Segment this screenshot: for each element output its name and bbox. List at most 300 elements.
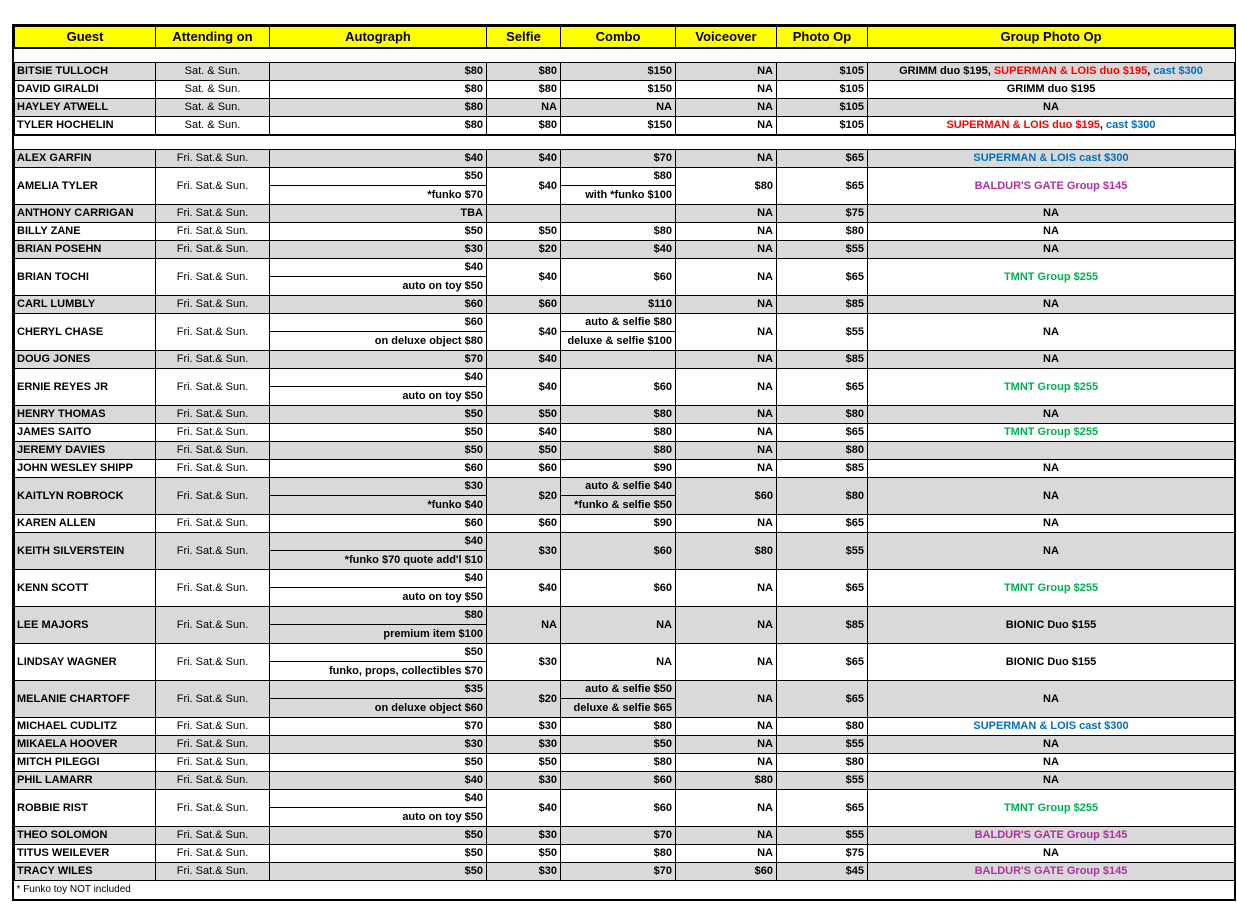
selfie-price: $50 <box>487 406 561 424</box>
autograph-price: $80 <box>270 117 487 135</box>
combo-price: $80 <box>561 845 676 863</box>
combo-price <box>561 168 676 205</box>
table-row <box>15 827 1235 845</box>
photo-op-price: $105 <box>777 63 868 81</box>
group-photo-op-text: , <box>1099 118 1106 131</box>
attending-days: Fri. Sat.& Sun. <box>156 736 270 754</box>
group-photo-op <box>868 718 1235 736</box>
group-photo-op <box>868 296 1235 314</box>
header-attending: Attending on <box>156 27 270 48</box>
photo-op-price: $80 <box>777 478 868 515</box>
combo-price: $60 <box>561 790 676 827</box>
group-photo-op <box>868 168 1235 205</box>
voiceover-price: NA <box>676 351 777 369</box>
guest-name: KEITH SILVERSTEIN <box>15 533 156 570</box>
table-row <box>15 406 1235 424</box>
group-photo-op <box>868 99 1235 117</box>
autograph-price-line: on deluxe object $60 <box>270 698 486 717</box>
attending-days: Fri. Sat.& Sun. <box>156 424 270 442</box>
photo-op-price: $105 <box>777 81 868 99</box>
combo-price <box>561 478 676 515</box>
guest-name: ERNIE REYES JR <box>15 369 156 406</box>
selfie-price: $40 <box>487 570 561 607</box>
photo-op-price: $55 <box>777 314 868 351</box>
voiceover-price: $80 <box>676 168 777 205</box>
autograph-price <box>270 259 487 296</box>
guest-name: TYLER HOCHELIN <box>15 117 156 135</box>
selfie-price: $60 <box>487 296 561 314</box>
combo-price-line: with *funko $100 <box>561 185 675 204</box>
attending-days: Fri. Sat.& Sun. <box>156 845 270 863</box>
photo-op-price: $105 <box>777 117 868 135</box>
combo-price <box>561 205 676 223</box>
guest-name: KENN SCOTT <box>15 570 156 607</box>
group-photo-op <box>868 478 1235 515</box>
table-row <box>15 223 1235 241</box>
table-row <box>15 259 1235 296</box>
selfie-price: $30 <box>487 644 561 681</box>
guest-name: AMELIA TYLER <box>15 168 156 205</box>
autograph-price: $80 <box>270 63 487 81</box>
guest-name: ROBBIE RIST <box>15 790 156 827</box>
spacer-row <box>15 48 1235 63</box>
attending-days: Fri. Sat.& Sun. <box>156 296 270 314</box>
autograph-price: $70 <box>270 718 487 736</box>
guest-name: MICHAEL CUDLITZ <box>15 718 156 736</box>
selfie-price: $30 <box>487 533 561 570</box>
autograph-price: $50 <box>270 442 487 460</box>
group-photo-op-text: BALDUR'S GATE Group $145 <box>974 829 1128 841</box>
table-row <box>15 150 1235 168</box>
photo-op-price: $65 <box>777 424 868 442</box>
combo-price-line: *funko & selfie $50 <box>561 495 675 514</box>
group-photo-op <box>868 117 1235 135</box>
voiceover-price: NA <box>676 736 777 754</box>
table-row <box>15 241 1235 259</box>
guest-name: BILLY ZANE <box>15 223 156 241</box>
guest-name: LINDSAY WAGNER <box>15 644 156 681</box>
combo-price: $150 <box>561 117 676 135</box>
table-row <box>15 205 1235 223</box>
autograph-price <box>270 570 487 607</box>
group-photo-op <box>868 607 1235 644</box>
selfie-price: $40 <box>487 168 561 205</box>
combo-price: $40 <box>561 241 676 259</box>
autograph-price <box>270 607 487 644</box>
table-row <box>15 442 1235 460</box>
photo-op-price: $75 <box>777 205 868 223</box>
combo-price: $70 <box>561 827 676 845</box>
guest-name: TITUS WEILEVER <box>15 845 156 863</box>
selfie-price: $20 <box>487 478 561 515</box>
group-photo-op-text: NA <box>1043 774 1059 786</box>
autograph-price <box>270 681 487 718</box>
combo-price: $60 <box>561 369 676 406</box>
group-photo-op <box>868 772 1235 790</box>
guest-name: HENRY THOMAS <box>15 406 156 424</box>
photo-op-price: $80 <box>777 754 868 772</box>
combo-price: $70 <box>561 863 676 881</box>
group-photo-op-text: BALDUR'S GATE Group $145 <box>974 179 1128 192</box>
attending-days: Fri. Sat.& Sun. <box>156 406 270 424</box>
attending-days: Sat. & Sun. <box>156 81 270 99</box>
selfie-price: $50 <box>487 442 561 460</box>
group-photo-op-text: NA <box>1043 544 1059 557</box>
voiceover-price: NA <box>676 607 777 644</box>
attending-days: Fri. Sat.& Sun. <box>156 314 270 351</box>
combo-price: $110 <box>561 296 676 314</box>
voiceover-price: NA <box>676 406 777 424</box>
autograph-price: $40 <box>270 150 487 168</box>
group-photo-op-text: TMNT Group $255 <box>1003 581 1099 594</box>
selfie-price: $80 <box>487 81 561 99</box>
attending-days: Fri. Sat.& Sun. <box>156 772 270 790</box>
guest-name: KAREN ALLEN <box>15 515 156 533</box>
attending-days: Fri. Sat.& Sun. <box>156 754 270 772</box>
autograph-price <box>270 314 487 351</box>
group-photo-op <box>868 827 1235 845</box>
voiceover-price: NA <box>676 205 777 223</box>
combo-price: $60 <box>561 533 676 570</box>
autograph-price: $50 <box>270 223 487 241</box>
selfie-price: $80 <box>487 63 561 81</box>
voiceover-price: NA <box>676 460 777 478</box>
group-photo-op-text: SUPERMAN & LOIS duo $195 <box>993 65 1148 77</box>
group-photo-op <box>868 81 1235 99</box>
guest-name: ANTHONY CARRIGAN <box>15 205 156 223</box>
photo-op-price: $105 <box>777 99 868 117</box>
voiceover-price: NA <box>676 369 777 406</box>
attending-days: Fri. Sat.& Sun. <box>156 827 270 845</box>
group-photo-op <box>868 442 1235 460</box>
voiceover-price: NA <box>676 442 777 460</box>
combo-price: $80 <box>561 406 676 424</box>
photo-op-price: $55 <box>777 736 868 754</box>
selfie-price: $40 <box>487 351 561 369</box>
group-photo-op <box>868 790 1235 827</box>
group-photo-op <box>868 681 1235 718</box>
autograph-price: $30 <box>270 736 487 754</box>
autograph-price-line: $60 <box>464 316 483 328</box>
combo-price: $90 <box>561 515 676 533</box>
combo-price: $70 <box>561 150 676 168</box>
table-row <box>15 369 1235 406</box>
table-row <box>15 117 1235 135</box>
autograph-price-line: *funko $70 <box>270 185 486 204</box>
guest-name: PHIL LAMARR <box>15 772 156 790</box>
photo-op-price: $75 <box>777 845 868 863</box>
autograph-price: $50 <box>270 424 487 442</box>
group-photo-op <box>868 314 1235 351</box>
group-photo-op <box>868 644 1235 681</box>
attending-days: Fri. Sat.& Sun. <box>156 478 270 515</box>
voiceover-price: NA <box>676 644 777 681</box>
group-photo-op-text: GRIMM duo $195 <box>1006 83 1096 95</box>
photo-op-price: $85 <box>777 351 868 369</box>
header-selfie: Selfie <box>487 27 561 48</box>
autograph-price <box>270 790 487 827</box>
voiceover-price: NA <box>676 150 777 168</box>
autograph-price-line: premium item $100 <box>270 624 486 643</box>
autograph-price: $50 <box>270 827 487 845</box>
photo-op-price: $65 <box>777 570 868 607</box>
group-photo-op-text: NA <box>1043 489 1059 502</box>
guest-name: BITSIE TULLOCH <box>15 63 156 81</box>
autograph-price: $80 <box>270 81 487 99</box>
combo-price: $80 <box>561 424 676 442</box>
photo-op-price: $80 <box>777 223 868 241</box>
guest-name: THEO SOLOMON <box>15 827 156 845</box>
group-photo-op-text: TMNT Group $255 <box>1003 426 1099 438</box>
group-photo-op-text: TMNT Group $255 <box>1003 801 1099 814</box>
autograph-price: $50 <box>270 754 487 772</box>
selfie-price: NA <box>487 607 561 644</box>
table-row <box>15 863 1235 881</box>
selfie-price: $40 <box>487 259 561 296</box>
autograph-price <box>270 533 487 570</box>
group-photo-op-text: NA <box>1043 207 1059 219</box>
attending-days: Fri. Sat.& Sun. <box>156 168 270 205</box>
autograph-price: $30 <box>270 241 487 259</box>
group-photo-op <box>868 736 1235 754</box>
combo-price <box>561 351 676 369</box>
autograph-price <box>270 644 487 681</box>
group-photo-op-text: NA <box>1043 847 1059 859</box>
selfie-price: $50 <box>487 845 561 863</box>
selfie-price: $40 <box>487 150 561 168</box>
selfie-price: $30 <box>487 736 561 754</box>
combo-price: $60 <box>561 570 676 607</box>
attending-days: Fri. Sat.& Sun. <box>156 150 270 168</box>
header-photo-op: Photo Op <box>777 27 868 48</box>
combo-price <box>561 681 676 718</box>
photo-op-price: $85 <box>777 460 868 478</box>
guest-name: MIKAELA HOOVER <box>15 736 156 754</box>
group-photo-op-text: SUPERMAN & LOIS cast $300 <box>973 720 1129 732</box>
combo-price: $90 <box>561 460 676 478</box>
autograph-price-line: $30 <box>464 480 483 492</box>
guest-name: LEE MAJORS <box>15 607 156 644</box>
autograph-price: $50 <box>270 845 487 863</box>
group-photo-op-text: , <box>987 65 994 77</box>
selfie-price: $30 <box>487 863 561 881</box>
group-photo-op-text: NA <box>1043 462 1059 474</box>
combo-price: $80 <box>561 718 676 736</box>
group-photo-op-text: NA <box>1043 738 1059 750</box>
selfie-price <box>487 205 561 223</box>
photo-op-price: $65 <box>777 150 868 168</box>
voiceover-price: NA <box>676 296 777 314</box>
pricing-sheet <box>12 24 1236 901</box>
group-photo-op <box>868 570 1235 607</box>
attending-days: Fri. Sat.& Sun. <box>156 205 270 223</box>
photo-op-price: $65 <box>777 790 868 827</box>
combo-price: $60 <box>561 772 676 790</box>
autograph-price: TBA <box>270 205 487 223</box>
attending-days: Fri. Sat.& Sun. <box>156 533 270 570</box>
voiceover-price: $60 <box>676 478 777 515</box>
photo-op-price: $55 <box>777 827 868 845</box>
selfie-price: $40 <box>487 314 561 351</box>
photo-op-price: $80 <box>777 718 868 736</box>
attending-days: Fri. Sat.& Sun. <box>156 515 270 533</box>
selfie-price: $60 <box>487 515 561 533</box>
autograph-price: $50 <box>270 863 487 881</box>
voiceover-price: NA <box>676 117 777 135</box>
photo-op-price: $65 <box>777 369 868 406</box>
autograph-price-line: $50 <box>464 646 483 658</box>
guest-name: HAYLEY ATWELL <box>15 99 156 117</box>
autograph-price-line: auto on toy $50 <box>270 386 486 405</box>
selfie-price: $40 <box>487 424 561 442</box>
voiceover-price: NA <box>676 99 777 117</box>
photo-op-price: $80 <box>777 406 868 424</box>
voiceover-price: NA <box>676 81 777 99</box>
group-photo-op-text: NA <box>1043 243 1059 255</box>
guest-name: TRACY WILES <box>15 863 156 881</box>
group-photo-op-text: TMNT Group $255 <box>1003 270 1099 283</box>
guest-name: DOUG JONES <box>15 351 156 369</box>
autograph-price-line: auto on toy $50 <box>270 276 486 295</box>
autograph-price-line: $80 <box>464 609 483 621</box>
photo-op-price: $65 <box>777 259 868 296</box>
group-photo-op-text: NA <box>1043 517 1059 529</box>
group-photo-op <box>868 515 1235 533</box>
selfie-price: $60 <box>487 460 561 478</box>
combo-price-line: deluxe & selfie $100 <box>561 331 675 350</box>
guest-name: BRIAN POSEHN <box>15 241 156 259</box>
table-row <box>15 81 1235 99</box>
autograph-price <box>270 168 487 205</box>
combo-price-line: auto & selfie $40 <box>585 480 672 492</box>
group-photo-op <box>868 369 1235 406</box>
table-row <box>15 351 1235 369</box>
autograph-price <box>270 369 487 406</box>
combo-price-line: $80 <box>653 170 672 182</box>
attending-days: Fri. Sat.& Sun. <box>156 223 270 241</box>
autograph-price-line: $35 <box>464 683 483 695</box>
selfie-price: $40 <box>487 369 561 406</box>
autograph-price: $60 <box>270 515 487 533</box>
voiceover-price: NA <box>676 424 777 442</box>
guest-name: CARL LUMBLY <box>15 296 156 314</box>
autograph-price-line: on deluxe object $80 <box>270 331 486 350</box>
voiceover-price: NA <box>676 515 777 533</box>
autograph-price: $70 <box>270 351 487 369</box>
attending-days: Fri. Sat.& Sun. <box>156 241 270 259</box>
attending-days: Fri. Sat.& Sun. <box>156 681 270 718</box>
photo-op-price: $65 <box>777 681 868 718</box>
selfie-price: $80 <box>487 117 561 135</box>
selfie-price: $50 <box>487 754 561 772</box>
group-photo-op <box>868 223 1235 241</box>
autograph-price-line: *funko $70 quote add'l $10 <box>270 550 486 569</box>
group-photo-op-text: GRIMM duo $195 <box>899 65 988 77</box>
table-row <box>15 533 1235 570</box>
autograph-price <box>270 478 487 515</box>
voiceover-price: NA <box>676 827 777 845</box>
voiceover-price: NA <box>676 790 777 827</box>
selfie-price: $20 <box>487 681 561 718</box>
group-photo-op <box>868 424 1235 442</box>
guest-name: JAMES SAITO <box>15 424 156 442</box>
autograph-price-line: $40 <box>464 371 483 383</box>
table-row <box>15 478 1235 515</box>
photo-op-price: $55 <box>777 533 868 570</box>
guest-name: MELANIE CHARTOFF <box>15 681 156 718</box>
voiceover-price: NA <box>676 223 777 241</box>
group-photo-op <box>868 241 1235 259</box>
group-photo-op <box>868 351 1235 369</box>
voiceover-price: $80 <box>676 772 777 790</box>
selfie-price: $30 <box>487 772 561 790</box>
voiceover-price: NA <box>676 718 777 736</box>
combo-price: $50 <box>561 736 676 754</box>
combo-price: $150 <box>561 81 676 99</box>
attending-days: Fri. Sat.& Sun. <box>156 644 270 681</box>
group-photo-op-text: cast $300 <box>1106 118 1156 131</box>
photo-op-price: $65 <box>777 644 868 681</box>
table-row <box>15 772 1235 790</box>
group-photo-op-text: SUPERMAN & LOIS duo $195 <box>946 118 1100 131</box>
group-photo-op-text: NA <box>1043 298 1059 310</box>
pricing-table <box>14 26 1235 899</box>
attending-days: Fri. Sat.& Sun. <box>156 570 270 607</box>
group-photo-op <box>868 863 1235 881</box>
group-photo-op <box>868 533 1235 570</box>
photo-op-price: $55 <box>777 772 868 790</box>
footnote-row <box>15 881 1235 899</box>
combo-price: NA <box>561 99 676 117</box>
group-photo-op <box>868 406 1235 424</box>
group-photo-op-text: NA <box>1043 325 1059 338</box>
voiceover-price: NA <box>676 845 777 863</box>
combo-price: NA <box>561 644 676 681</box>
autograph-price-line: $40 <box>464 535 483 547</box>
group-photo-op-text: NA <box>1043 101 1059 113</box>
autograph-price-line: funko, props, collectibles $70 <box>270 661 486 680</box>
table-row <box>15 314 1235 351</box>
header-row <box>15 27 1235 48</box>
autograph-price-line: $40 <box>464 792 483 804</box>
guest-name: JEREMY DAVIES <box>15 442 156 460</box>
combo-price-line: auto & selfie $80 <box>585 316 672 328</box>
guest-name: DAVID GIRALDI <box>15 81 156 99</box>
header-combo: Combo <box>561 27 676 48</box>
group-photo-op-text: BIONIC Duo $155 <box>1005 655 1097 668</box>
autograph-price: $40 <box>270 772 487 790</box>
group-photo-op <box>868 460 1235 478</box>
autograph-price-line: *funko $40 <box>270 495 486 514</box>
group-photo-op <box>868 63 1235 81</box>
attending-days: Sat. & Sun. <box>156 117 270 135</box>
guest-name: BRIAN TOCHI <box>15 259 156 296</box>
combo-price-line: deluxe & selfie $65 <box>561 698 675 717</box>
voiceover-price: NA <box>676 314 777 351</box>
table-row <box>15 644 1235 681</box>
group-photo-op-text: NA <box>1043 225 1059 237</box>
table-row <box>15 754 1235 772</box>
attending-days: Sat. & Sun. <box>156 63 270 81</box>
combo-price-line: auto & selfie $50 <box>585 683 672 695</box>
attending-days: Fri. Sat.& Sun. <box>156 369 270 406</box>
combo-price: $80 <box>561 754 676 772</box>
photo-op-price: $85 <box>777 607 868 644</box>
attending-days: Fri. Sat.& Sun. <box>156 442 270 460</box>
group-photo-op-text: TMNT Group $255 <box>1003 380 1099 393</box>
table-row <box>15 736 1235 754</box>
table-row <box>15 460 1235 478</box>
